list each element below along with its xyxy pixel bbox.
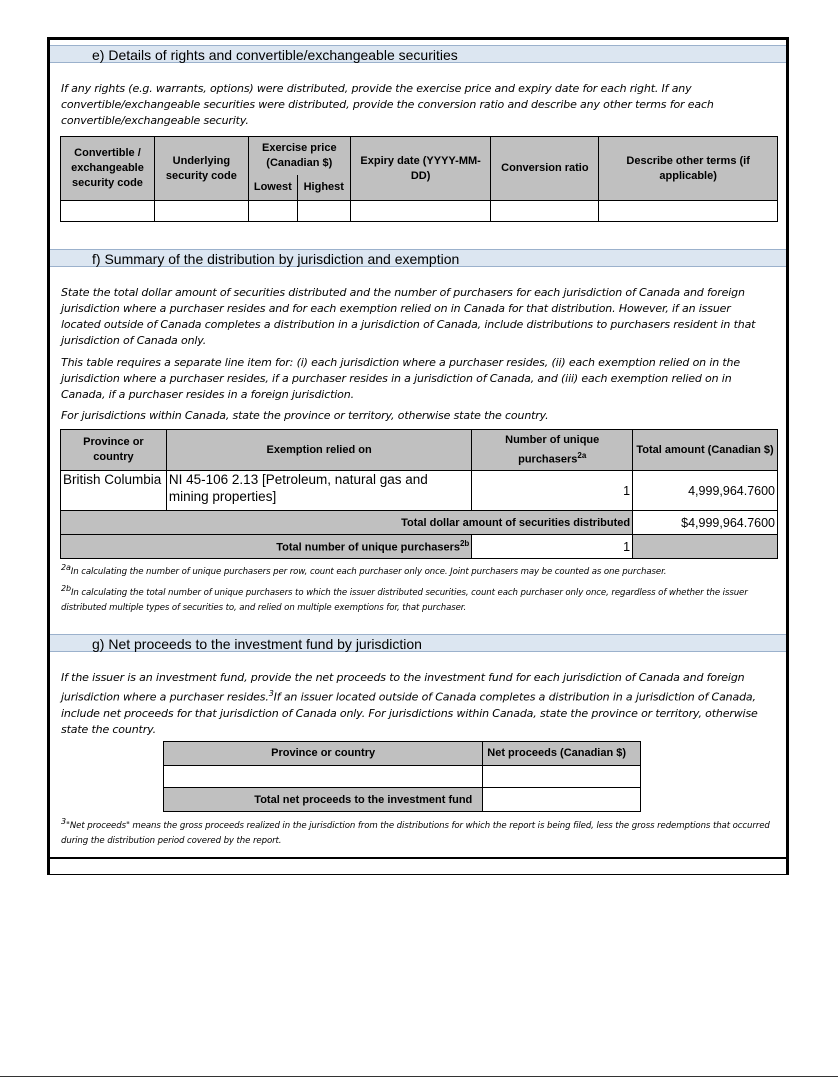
col-exemption: Exemption relied on bbox=[166, 430, 471, 471]
col-security-code: Convertible / exchangeable security code bbox=[61, 137, 155, 201]
total-purchasers-value: 1 bbox=[472, 535, 633, 559]
highest-cell[interactable] bbox=[297, 201, 350, 222]
total-dollar-value: $4,999,964.7600 bbox=[633, 511, 778, 535]
row-exemption[interactable]: NI 45-106 2.13 [Petroleum, natural gas and mining properties] bbox=[166, 471, 471, 511]
col-conversion-ratio: Conversion ratio bbox=[491, 137, 599, 201]
row-purchasers[interactable]: 1 bbox=[472, 471, 633, 511]
col-expiry-date: Expiry date (YYYY-MM-DD) bbox=[350, 137, 491, 201]
frame-edge bbox=[788, 857, 789, 875]
footnote-3: $^3$"Net proceeds" means the gross proceeds realized in the jurisdiction from the distributions for which the report is being filed, less the gross redemptions that occurred during the distribution period covered by the report. bbox=[61, 817, 770, 846]
frame-divider bbox=[47, 857, 789, 859]
province-cell[interactable] bbox=[164, 766, 483, 788]
rights-table bbox=[60, 136, 778, 222]
total-purchasers-label: Total number of unique purchasers$^{2b}$ bbox=[61, 535, 472, 559]
total-net-proceeds-label: Total net proceeds to the investment fund bbox=[164, 788, 483, 812]
col-underlying-security: Underlying security code bbox=[154, 137, 248, 201]
net-proceeds-cell[interactable] bbox=[483, 766, 641, 788]
lowest-cell[interactable] bbox=[248, 201, 297, 222]
section-e-heading: e) Details of rights and convertible/exchangeable securities bbox=[50, 45, 786, 63]
footnote-2b: $^{2b}$In calculating the total number of unique purchasers to which the issuer distributed securities, count each purchaser only once, regardless of whether the issuer distributed multiple types of securities to, and relied on multiple exemptions for, that purchaser. bbox=[61, 584, 748, 613]
footnote-2a: $^{2a}$In calculating the number of unique purchasers per row, count each purchaser only once. Joint purchasers may be counted as one purchaser. bbox=[61, 563, 667, 577]
col-lowest: Lowest bbox=[248, 175, 297, 201]
col-total-amount: Total amount (Canadian $) bbox=[633, 430, 778, 471]
section-f-heading: f) Summary of the distribution by jurisdiction and exemption bbox=[50, 249, 786, 267]
col-other-terms: Describe other terms (if applicable) bbox=[599, 137, 778, 201]
section-g-instructions: If the issuer is an investment fund, provide the net proceeds to the investment fund for each jurisdiction of Canada and foreign jurisdiction where a purchaser resides.$^3$If an issuer located outside of Canada completes a distribution in a jurisdiction of Canada, include net proceeds for that jurisdiction of Canada only. For jurisdictions within Canada, state the province or territory, otherwise state the country. bbox=[61, 671, 758, 736]
section-f-para-1: State the total dollar amount of securities distributed and the number of purchasers for each jurisdiction of Canada and foreign jurisdiction where a purchaser resides and for each exemption relied on in Canada for that distribution. However, if an issuer located outside of Canada completes a distribution in a jurisdiction of Canada, include distributions to purchasers resident in that jurisdiction of Canada only. bbox=[61, 286, 756, 347]
distribution-table bbox=[60, 429, 778, 559]
section-e-instructions: If any rights (e.g. warrants, options) were distributed, provide the exercise price and expiry date for each right. If any convertible/exchangeable securities were distributed, provide the conversion ratio and describe any other terms for each convertible/exchangeable security. bbox=[61, 82, 714, 127]
col-highest: Highest bbox=[297, 175, 350, 201]
col-province: Province or country bbox=[61, 430, 167, 471]
net-proceeds-table bbox=[163, 741, 641, 812]
total-net-proceeds-cell[interactable] bbox=[483, 788, 641, 812]
row-total-amount[interactable]: 4,999,964.7600 bbox=[633, 471, 778, 511]
col-exercise-price: Exercise price (Canadian $) bbox=[248, 137, 350, 175]
frame-divider bbox=[47, 874, 789, 875]
section-g-heading: g) Net proceeds to the investment fund by jurisdiction bbox=[50, 634, 786, 652]
col-unique-purchasers: Number of unique purchasers$^{2a}$ bbox=[472, 430, 633, 471]
row-province[interactable]: British Columbia bbox=[61, 471, 167, 511]
expiry-cell[interactable] bbox=[350, 201, 491, 222]
underlying-cell[interactable] bbox=[154, 201, 248, 222]
total-purchasers-blank bbox=[633, 535, 778, 559]
section-f-para-3: For jurisdictions within Canada, state the province or territory, otherwise state the country. bbox=[61, 409, 549, 422]
total-dollar-label: Total dollar amount of securities distributed bbox=[61, 511, 633, 535]
other-terms-cell[interactable] bbox=[599, 201, 778, 222]
page-rule bbox=[0, 1076, 838, 1077]
section-f-para-2: This table requires a separate line item for: (i) each jurisdiction where a purchaser resides, (ii) each exemption relied on in the jurisdiction where a purchaser resides, if a purchaser resides in a jurisdiction of Canada, and (iii) each exemption relied on in Canada, if a purchaser resides in a foreign jurisdiction. bbox=[61, 356, 740, 401]
security-code-cell[interactable] bbox=[61, 201, 155, 222]
frame-edge bbox=[47, 857, 48, 875]
col-net-proceeds: Net proceeds (Canadian $) bbox=[483, 742, 641, 766]
conversion-cell[interactable] bbox=[491, 201, 599, 222]
col-province-country: Province or country bbox=[164, 742, 483, 766]
